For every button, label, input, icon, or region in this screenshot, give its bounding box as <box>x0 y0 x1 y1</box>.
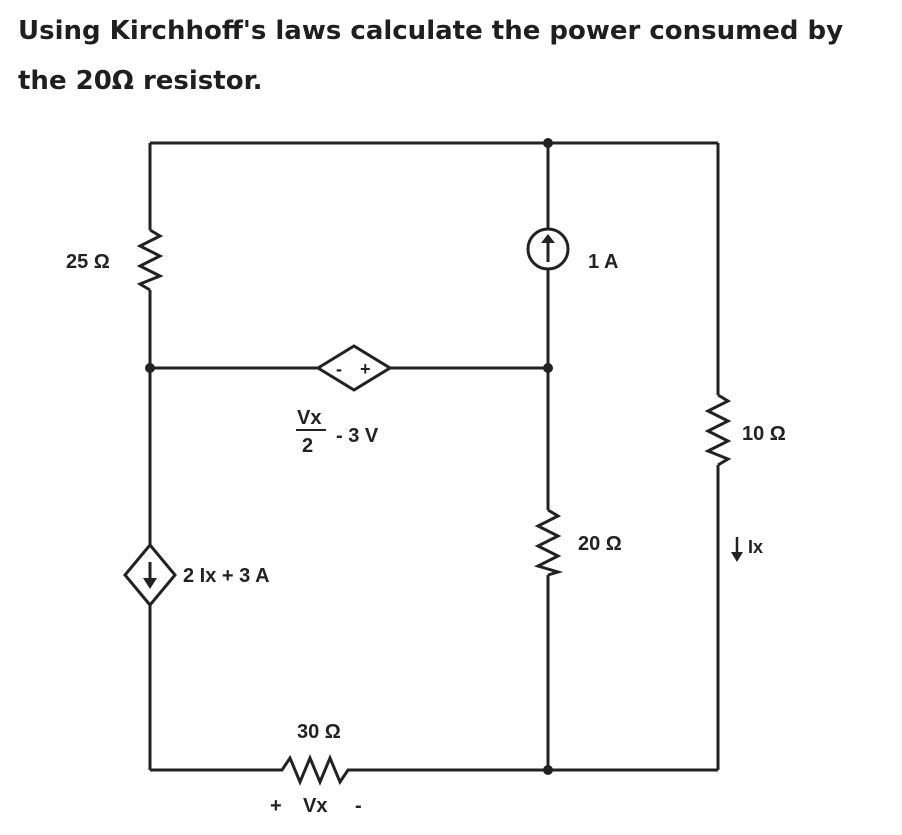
question-line-2: the 20Ω resistor. <box>18 66 263 96</box>
dep-current-label: 2 Ix + 3 A <box>183 565 270 587</box>
r30-label: 30 Ω <box>297 721 341 743</box>
vsource-denominator: 2 <box>302 435 314 457</box>
ix-indicator <box>731 537 763 562</box>
vsource-numerator: Vx <box>297 407 322 429</box>
question-line-1: Using Kirchhoff's laws calculate the power consumed by <box>18 16 844 46</box>
arrow-up-icon <box>541 234 555 243</box>
vsource-rest: - 3 V <box>336 425 379 447</box>
vsrc-plus: + <box>360 359 371 379</box>
vx-plus: + <box>270 795 282 817</box>
current-source-label: 1 A <box>588 251 619 273</box>
r20-label: 20 Ω <box>578 533 622 555</box>
ix-label: Ix <box>748 537 764 557</box>
r25-label: 25 Ω <box>66 251 110 273</box>
vsrc-minus: - <box>336 359 342 379</box>
resistor-25-ohm <box>66 230 160 290</box>
dependent-voltage-source <box>318 346 390 390</box>
resistor-30-ohm <box>268 721 370 817</box>
junction-dots <box>145 138 553 775</box>
vx-label: Vx <box>303 795 328 817</box>
resistor-20-ohm <box>538 510 622 575</box>
dependent-current-source <box>125 545 270 605</box>
vx-minus: - <box>355 795 362 817</box>
r10-label: 10 Ω <box>742 423 786 445</box>
arrow-down-icon <box>731 552 743 562</box>
current-source-1a <box>528 229 618 273</box>
arrow-down-icon <box>143 578 157 589</box>
resistor-10-ohm <box>708 395 786 465</box>
vsource-expression <box>296 407 379 457</box>
wires <box>150 143 718 770</box>
